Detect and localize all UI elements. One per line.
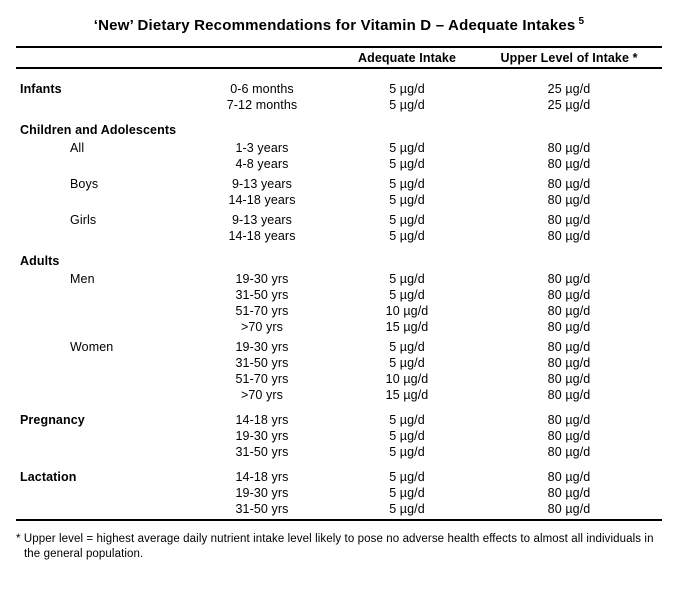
cell-age: 4-8 years: [235, 157, 289, 171]
table-section: [16, 81, 662, 113]
cell-age: 31-50 yrs: [235, 445, 289, 459]
table-group: [16, 469, 662, 517]
cell-label: [16, 141, 188, 155]
table-row: [16, 444, 662, 460]
page-title: [16, 12, 662, 35]
category-label: Lactation: [20, 470, 77, 484]
cell-upper-level: 80 µg/d: [547, 213, 591, 227]
table-row: [16, 485, 662, 501]
cell-label: [16, 123, 188, 137]
table-row: [16, 319, 662, 335]
cell-label: [16, 272, 188, 286]
table-row: [16, 501, 662, 517]
cell-label: [16, 213, 188, 227]
title-text: ‘New’ Dietary Recommendations for Vitamin D – Adequate Intakes: [93, 17, 576, 34]
table-group: [16, 81, 662, 113]
cell-adequate-intake: 5 µg/d: [389, 502, 425, 516]
cell-upper-level: 80 µg/d: [547, 288, 591, 302]
table-section: [16, 253, 662, 403]
table-row: [16, 176, 662, 192]
table-row: [16, 228, 662, 244]
cell-adequate-intake: 15 µg/d: [385, 388, 429, 402]
cell-age: 31-50 yrs: [235, 356, 289, 370]
cell-upper-level: 25 µg/d: [547, 98, 591, 112]
table-group: [16, 271, 662, 335]
cell-upper-level: 80 µg/d: [547, 193, 591, 207]
table-row: [16, 97, 662, 113]
table-group: [16, 140, 662, 172]
cell-age: 1-3 years: [235, 141, 289, 155]
cell-age: 14-18 years: [228, 229, 296, 243]
cell-adequate-intake: 5 µg/d: [389, 229, 425, 243]
table-row: [16, 412, 662, 428]
table-row: [16, 192, 662, 208]
category-label: Pregnancy: [20, 413, 85, 427]
cell-upper-level: 25 µg/d: [547, 82, 591, 96]
cell-upper-level: 80 µg/d: [547, 372, 591, 386]
cell-adequate-intake: 5 µg/d: [389, 356, 425, 370]
cell-age: 51-70 yrs: [235, 304, 289, 318]
category-label: Infants: [20, 82, 62, 96]
table-row: [16, 81, 662, 97]
cell-label: [16, 470, 188, 484]
cell-adequate-intake: 5 µg/d: [389, 288, 425, 302]
table-row: [16, 355, 662, 371]
column-header-adequate-intake: Adequate Intake: [357, 50, 457, 65]
table-body: [16, 69, 662, 517]
cell-upper-level: 80 µg/d: [547, 470, 591, 484]
table-row: [16, 271, 662, 287]
cell-upper-level: 80 µg/d: [547, 356, 591, 370]
table-section: [16, 469, 662, 517]
cell-adequate-intake: 5 µg/d: [389, 98, 425, 112]
cell-age: 14-18 yrs: [235, 470, 289, 484]
cell-adequate-intake: 5 µg/d: [389, 340, 425, 354]
cell-age: 14-18 years: [228, 193, 296, 207]
table-group: [16, 212, 662, 244]
cell-upper-level: 80 µg/d: [547, 429, 591, 443]
table-rule-bottom: [16, 519, 662, 521]
cell-age: 9-13 years: [231, 213, 293, 227]
cell-upper-level: 80 µg/d: [547, 157, 591, 171]
cell-age: >70 yrs: [240, 320, 284, 334]
cell-label: [16, 177, 188, 191]
table-section: [16, 122, 662, 244]
cell-age: 31-50 yrs: [235, 502, 289, 516]
cell-upper-level: 80 µg/d: [547, 445, 591, 459]
cell-adequate-intake: 5 µg/d: [389, 470, 425, 484]
table-row: [16, 253, 662, 269]
cell-upper-level: 80 µg/d: [547, 141, 591, 155]
cell-adequate-intake: 5 µg/d: [389, 213, 425, 227]
cell-adequate-intake: 10 µg/d: [385, 304, 429, 318]
cell-label: [16, 340, 188, 354]
subcategory-label: Men: [70, 272, 95, 286]
table-section: [16, 412, 662, 460]
footnote: * Upper level = highest average daily nutrient intake level likely to pose no adverse health effects to almost all individuals in the general population.: [16, 533, 654, 560]
cell-adequate-intake: 5 µg/d: [389, 486, 425, 500]
table-row: [16, 212, 662, 228]
cell-label: [16, 413, 188, 427]
cell-age: 51-70 yrs: [235, 372, 289, 386]
table-row: [16, 156, 662, 172]
table-group: [16, 412, 662, 460]
cell-adequate-intake: 5 µg/d: [389, 193, 425, 207]
cell-upper-level: 80 µg/d: [547, 502, 591, 516]
cell-label: [16, 254, 188, 268]
category-label: Children and Adolescents: [20, 123, 177, 137]
cell-label: [16, 82, 188, 96]
table-row: [16, 428, 662, 444]
cell-upper-level: 80 µg/d: [547, 229, 591, 243]
cell-upper-level: 80 µg/d: [547, 486, 591, 500]
cell-adequate-intake: 5 µg/d: [389, 157, 425, 171]
category-label: Adults: [20, 254, 60, 268]
cell-adequate-intake: 5 µg/d: [389, 272, 425, 286]
cell-upper-level: 80 µg/d: [547, 304, 591, 318]
cell-age: 19-30 yrs: [235, 272, 289, 286]
table-row: [16, 303, 662, 319]
cell-upper-level: 80 µg/d: [547, 272, 591, 286]
cell-adequate-intake: 10 µg/d: [385, 372, 429, 386]
cell-adequate-intake: 5 µg/d: [389, 445, 425, 459]
cell-adequate-intake: 5 µg/d: [389, 429, 425, 443]
table-row: [16, 140, 662, 156]
cell-age: 0-6 months: [230, 82, 294, 96]
cell-age: 14-18 yrs: [235, 413, 289, 427]
cell-adequate-intake: 5 µg/d: [389, 141, 425, 155]
table-row: [16, 469, 662, 485]
table-row: [16, 371, 662, 387]
subcategory-label: Women: [70, 340, 114, 354]
cell-upper-level: 80 µg/d: [547, 340, 591, 354]
column-header-upper-level: Upper Level of Intake *: [500, 50, 638, 65]
cell-age: 9-13 years: [231, 177, 293, 191]
cell-age: 31-50 yrs: [235, 288, 289, 302]
cell-upper-level: 80 µg/d: [547, 413, 591, 427]
table-row: [16, 122, 662, 138]
cell-age: 7-12 months: [226, 98, 298, 112]
cell-adequate-intake: 5 µg/d: [389, 413, 425, 427]
title-superscript: 5: [578, 16, 585, 27]
cell-upper-level: 80 µg/d: [547, 320, 591, 334]
column-header-row: [16, 48, 662, 67]
table-row: [16, 387, 662, 403]
table-group: [16, 176, 662, 208]
subcategory-label: All: [70, 141, 85, 155]
subcategory-label: Girls: [70, 213, 97, 227]
table-group: [16, 339, 662, 403]
cell-adequate-intake: 5 µg/d: [389, 177, 425, 191]
cell-age: 19-30 yrs: [235, 486, 289, 500]
cell-age: 19-30 yrs: [235, 429, 289, 443]
cell-upper-level: 80 µg/d: [547, 388, 591, 402]
cell-adequate-intake: 15 µg/d: [385, 320, 429, 334]
cell-upper-level: 80 µg/d: [547, 177, 591, 191]
cell-age: 19-30 yrs: [235, 340, 289, 354]
table-row: [16, 339, 662, 355]
subcategory-label: Boys: [70, 177, 99, 191]
cell-age: >70 yrs: [240, 388, 284, 402]
cell-adequate-intake: 5 µg/d: [389, 82, 425, 96]
table-row: [16, 287, 662, 303]
